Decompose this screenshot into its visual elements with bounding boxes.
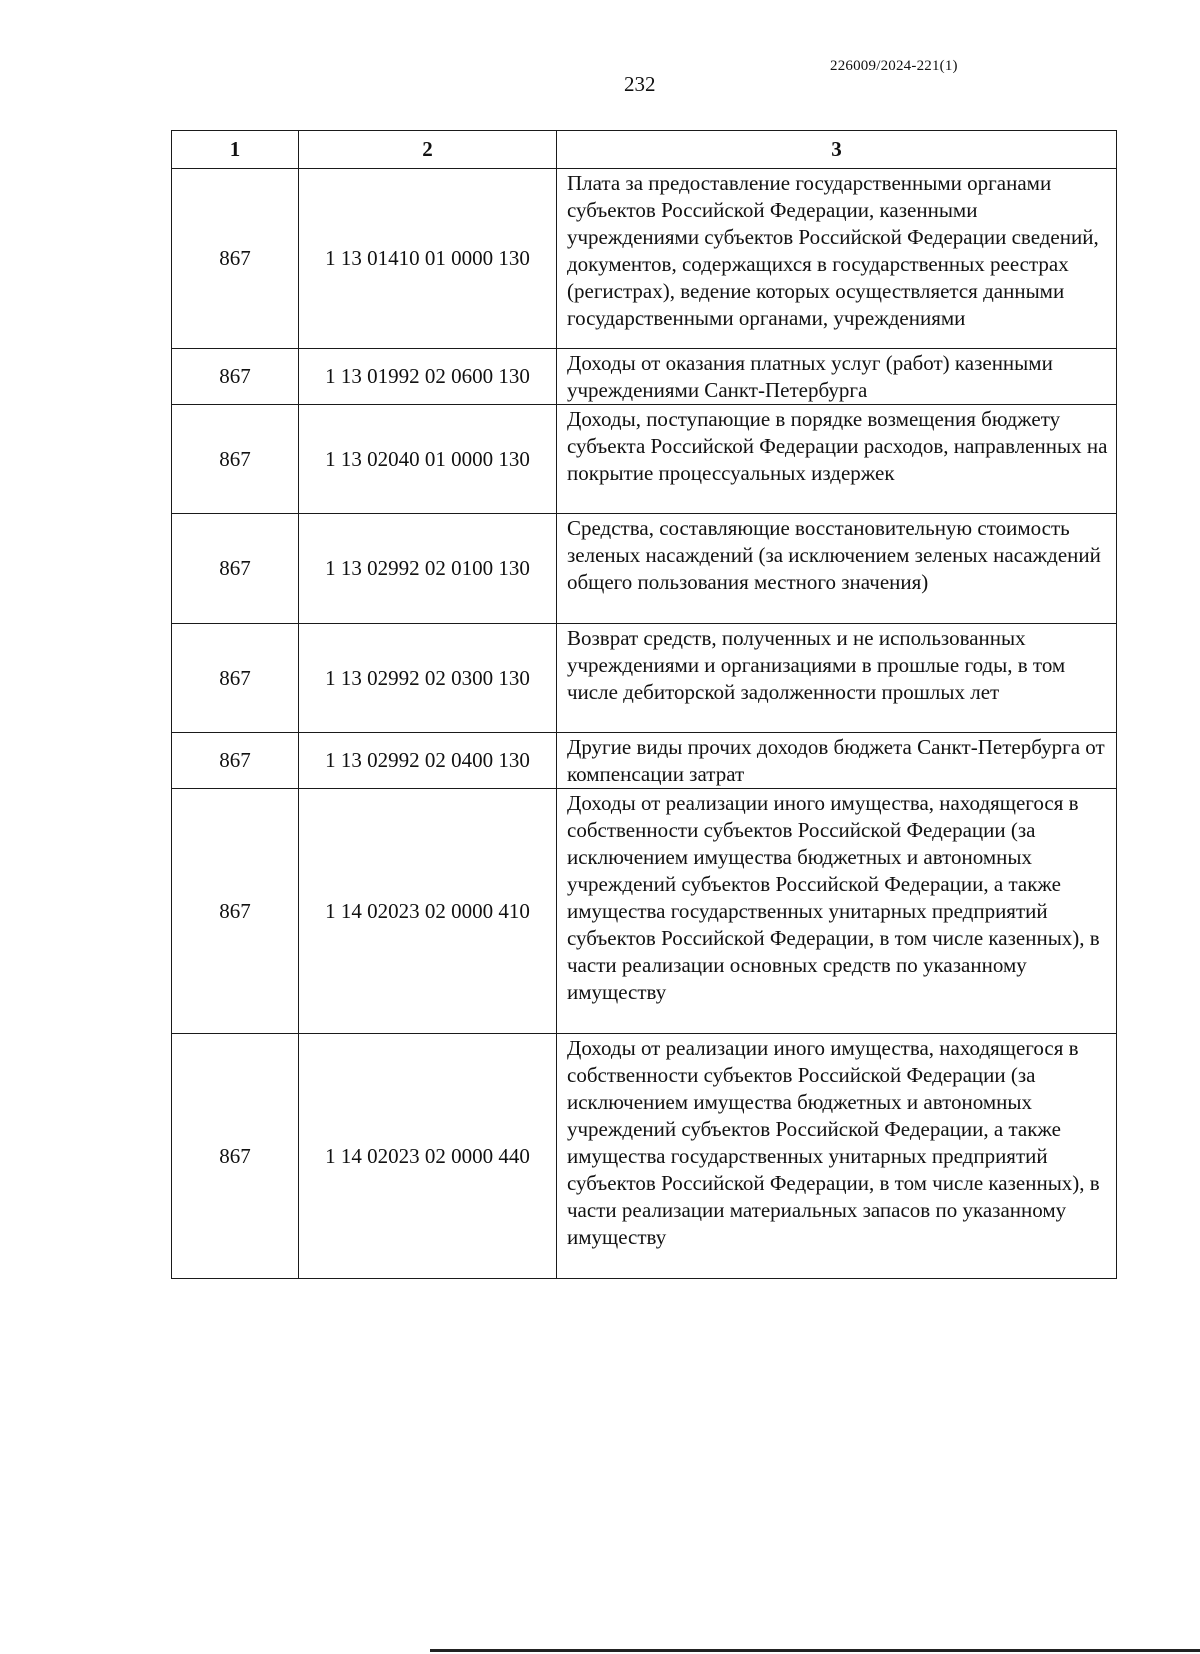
- revenue-description-cell: Доходы от оказания платных услуг (работ) казенными учреждениями Санкт-Петербурга: [557, 349, 1117, 405]
- column-header-1: 1: [172, 131, 299, 169]
- table-header-row: [172, 131, 1117, 169]
- table-row: [172, 624, 1117, 733]
- revenue-description-cell: Возврат средств, полученных и не использованных учреждениями и организациями в прошлые годы, в том числе дебиторской задолженности прошлых лет: [557, 624, 1117, 733]
- revenue-code-cell: 1 13 02040 01 0000 130: [299, 405, 557, 514]
- column-header-2: 2: [299, 131, 557, 169]
- revenue-code-cell: 1 14 02023 02 0000 440: [299, 1034, 557, 1279]
- table-row: [172, 169, 1117, 349]
- admin-code-cell: 867: [172, 514, 299, 624]
- document-number: 226009/2024-221(1): [830, 58, 958, 74]
- revenue-description-cell: Другие виды прочих доходов бюджета Санкт-Петербурга от компенсации затрат: [557, 733, 1117, 789]
- revenue-code-cell: 1 13 01410 01 0000 130: [299, 169, 557, 349]
- revenue-codes-table: [171, 130, 1117, 1279]
- revenue-description-cell: Доходы, поступающие в порядке возмещения бюджету субъекта Российской Федерации расходов, направленных на покрытие процессуальных издержек: [557, 405, 1117, 514]
- table-row: [172, 789, 1117, 1034]
- revenue-code-cell: 1 13 02992 02 0100 130: [299, 514, 557, 624]
- column-header-3: 3: [557, 131, 1117, 169]
- admin-code-cell: 867: [172, 349, 299, 405]
- table-row: [172, 1034, 1117, 1279]
- admin-code-cell: 867: [172, 624, 299, 733]
- revenue-code-cell: 1 13 01992 02 0600 130: [299, 349, 557, 405]
- revenue-code-cell: 1 14 02023 02 0000 410: [299, 789, 557, 1034]
- scan-bottom-edge: [430, 1649, 1200, 1652]
- revenue-description-cell: Доходы от реализации иного имущества, находящегося в собственности субъектов Российской Федерации (за исключением имущества бюджетных и автономных учреждений субъектов Российской Федерации, а также имущества государственных унитарных предприятий субъектов Российской Федерации, в том числе казенных), в части реализации материальных запасов по указанному имуществу: [557, 1034, 1117, 1279]
- revenue-description-cell: Средства, составляющие восстановительную стоимость зеленых насаждений (за исключением зеленых насаждений общего пользования местного значения): [557, 514, 1117, 624]
- revenue-description-cell: Плата за предоставление государственными органами субъектов Российской Федерации, казенными учреждениями субъектов Российской Федерации сведений, документов, содержащихся в государственных реестрах (регистрах), ведение которых осуществляется данными государственными органами, учреждениями: [557, 169, 1117, 349]
- admin-code-cell: 867: [172, 733, 299, 789]
- page-number: 232: [624, 72, 656, 96]
- table-row: [172, 733, 1117, 789]
- table-row: [172, 405, 1117, 514]
- admin-code-cell: 867: [172, 405, 299, 514]
- table-row: [172, 349, 1117, 405]
- admin-code-cell: 867: [172, 789, 299, 1034]
- admin-code-cell: 867: [172, 169, 299, 349]
- table-row: [172, 514, 1117, 624]
- revenue-description-cell: Доходы от реализации иного имущества, находящегося в собственности субъектов Российской Федерации (за исключением имущества бюджетных и автономных учреждений субъектов Российской Федерации, а также имущества государственных унитарных предприятий субъектов Российской Федерации, в том числе казенных), в части реализации основных средств по указанному имуществу: [557, 789, 1117, 1034]
- admin-code-cell: 867: [172, 1034, 299, 1279]
- revenue-code-cell: 1 13 02992 02 0300 130: [299, 624, 557, 733]
- revenue-code-cell: 1 13 02992 02 0400 130: [299, 733, 557, 789]
